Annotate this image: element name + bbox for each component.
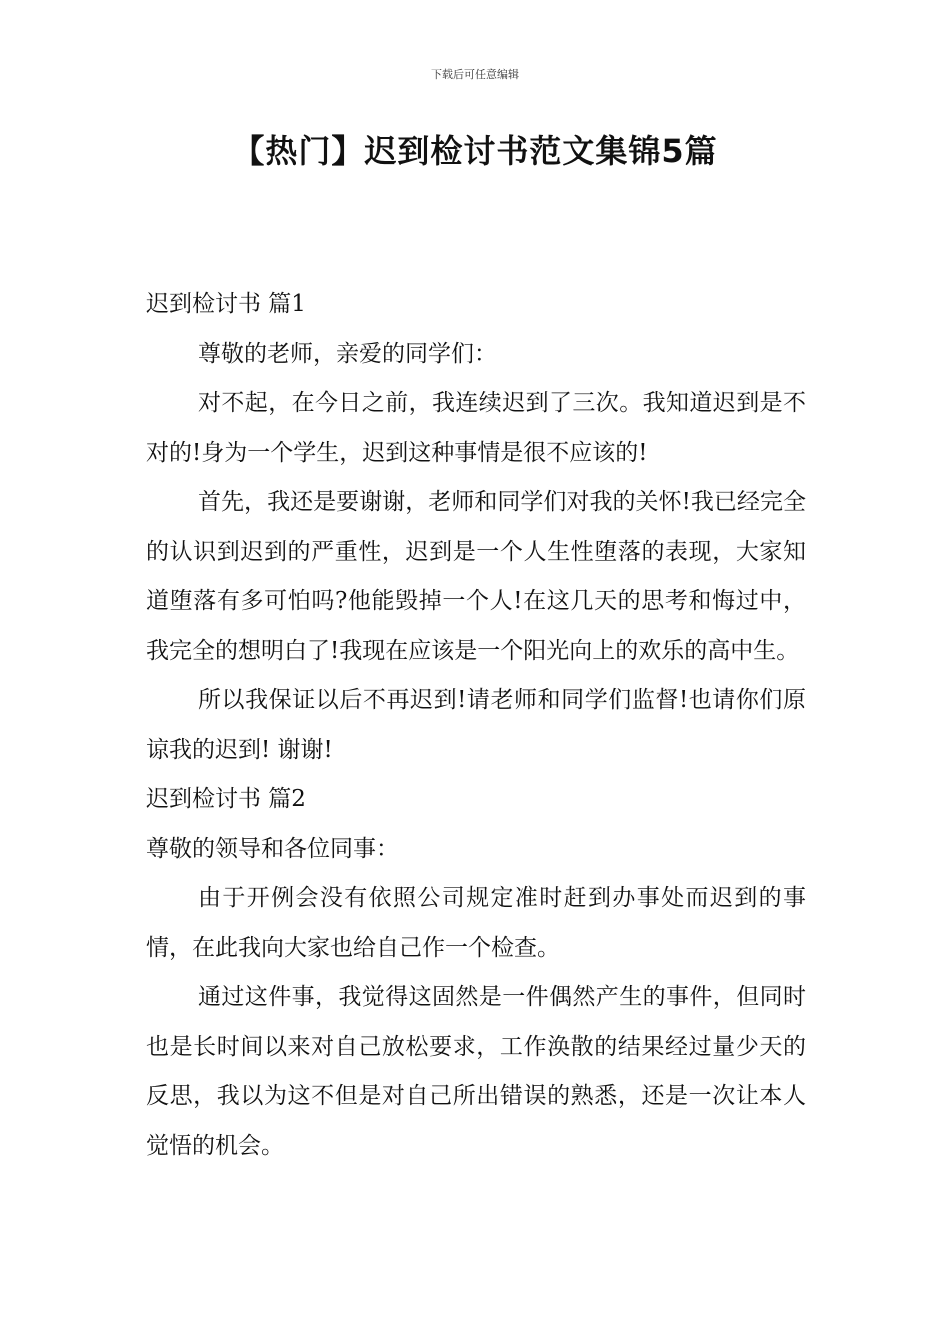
section-1-heading: 迟到检讨书 篇1 xyxy=(146,291,306,317)
section-2-paragraph: 通过这件事，我觉得这固然是一件偶然产生的事件，但同时也是长时间以来对自己放松要求，工作涣散的结果经过量少天的反思，我以为这不但是对自己所出错误的熟悉，还是一次让本人觉悟的机会。 xyxy=(146,984,806,1159)
document-title: 【热门】迟到检讨书范文集锦5篇 xyxy=(232,132,718,170)
download-note: 下载后可任意编辑 xyxy=(431,68,519,81)
section-1-paragraph: 对不起，在今日之前，我连续迟到了三次。我知道迟到是不对的!身为一个学生，迟到这种事情是很不应该的! xyxy=(146,390,806,466)
section-1-salutation: 尊敬的老师，亲爱的同学们： xyxy=(198,340,497,367)
document-body xyxy=(146,280,806,1171)
section-2-heading: 迟到检讨书 篇2 xyxy=(146,786,306,812)
section-2-paragraph: 由于开例会没有依照公司规定准时赶到办事处而迟到的事情，在此我向大家也给自己作一个检查。 xyxy=(146,885,806,961)
section-1-paragraph: 所以我保证以后不再迟到!请老师和同学们监督!也请你们原谅我的迟到! 谢谢! xyxy=(146,687,806,763)
section-2-salutation: 尊敬的领导和各位同事： xyxy=(146,835,399,862)
section-1-paragraph: 首先，我还是要谢谢，老师和同学们对我的关怀!我已经完全的认识到迟到的严重性，迟到是一个人生性堕落的表现，大家知道堕落有多可怕吗?他能毁掉一个人!在这几天的思考和悔过中，我完全的想明白了!我现在应该是一个阳光向上的欢乐的高中生。 xyxy=(146,489,806,664)
